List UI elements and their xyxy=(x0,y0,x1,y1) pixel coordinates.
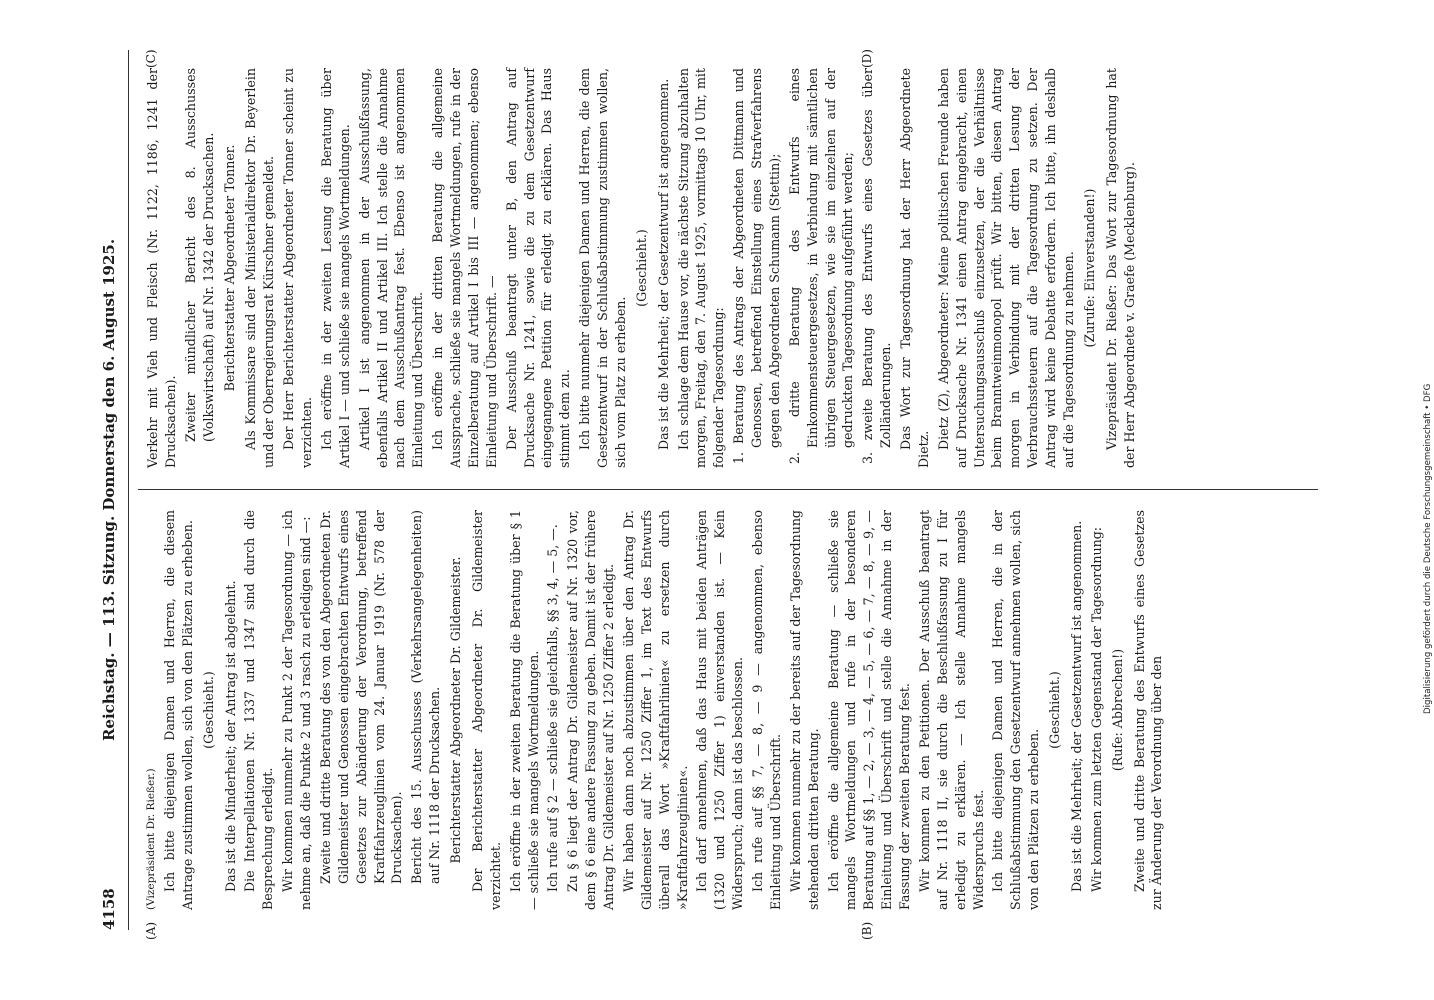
stage-direction: (Zurufe: Einverstanden!) xyxy=(1081,188,1097,348)
speaker-note: (Vizepräsident Dr. Rießer.) xyxy=(145,768,157,910)
paragraph: Das ist die Minderheit; der Antrag ist abgelehnt. xyxy=(222,580,238,892)
digitization-credit xyxy=(1423,14,1433,714)
stage-direction: (Rufe: Abbrechen!) xyxy=(1109,648,1125,772)
paragraph: Das ist die Mehrheit; der Gesetzentwurf ist angenommen. xyxy=(655,78,671,450)
margin-mark-d: (D) xyxy=(860,49,874,68)
left-column xyxy=(144,510,1168,910)
speech: Dietz (Z), Abgeordneter: Meine politischen Freunde haben auf Drucksache Nr. 1341 einen Antrag eingebracht, einen Untersuchungsausschuß einzusetzen, der die Verhältnisse beim Branntweinmonopol prüft. Wir bitten, diesen Antrag morgen in Verbindung mit der dritten Lesung der Verbrauchssteuern auf die Tagesordnung zu setzen. Der Antrag wird keine Debatte erfordern. Ich bitte, ihn deshalb auf die Tagesordnung zu nehmen. xyxy=(935,68,1076,468)
paragraph: Berichterstatter Abgeordneter Dr. Gildemeister. xyxy=(448,556,464,864)
paragraph: Wir haben dann noch abzustimmen über den Antrag Dr. Gildemeister auf Nr. 1250 Ziffer 1, im Text des Entwurfs überall das Wort »Kraftfahrlinien« zu ersetzen durch »Kraftfahrzeuglinien«. xyxy=(620,510,690,910)
paragraph: Vizepräsident Dr. Rießer: Das Wort zur Tagesordnung hat der Herr Abgeordnete v. Graefe (Mecklenburg). xyxy=(1103,68,1137,468)
paragraph: Das Wort zur Tagesordnung hat der Herr Abgeordnete Dietz. xyxy=(898,68,931,468)
paragraph: Ich bitte diejenigen Damen und Herren, die diesem Antrage zustimmen wollen, sich von den Plätzen zu erheben. xyxy=(161,510,195,910)
stage-direction: (Geschieht.) xyxy=(200,671,216,749)
paragraph: Der Ausschuß beantragt unter B, den Antrag auf Drucksache Nr. 1241, sowie die zu dem Gesetzentwurf eingegangene Petition für erledigt zu erklären. Das Haus stimmt dem zu. xyxy=(503,68,573,468)
margin-mark-c: (C) xyxy=(144,49,158,68)
paragraph: Zu § 6 liegt der Antrag Dr. Gildemeister auf Nr. 1320 vor, dem § 6 eine andere Fassung zu geben. Damit ist der frühere Antrag Dr. Gildemeister auf Nr. 1250 Ziffer 2 erledigt. xyxy=(565,510,617,910)
paragraph: Ich bitte diejenigen Damen und Herren, die in der Schlußabstimmung den Gesetzentwurf annehmen wollen, sich von den Plätzen zu erheben. xyxy=(990,510,1042,910)
page-number: 4158 xyxy=(100,888,118,930)
margin-mark-a: (A) xyxy=(144,921,158,940)
paragraph: Der Herr Berichterstatter Abgeordneter Tonner scheint zu verzichten. xyxy=(281,68,314,468)
paragraph: Das ist die Mehrheit; der Gesetzentwurf ist angenommen. xyxy=(1068,520,1084,892)
paragraph: Ich eröffne die allgemeine Beratung — schließe sie mangels Wortmeldungen und rufe in der besonderen Beratung auf §§ 1, — 2, — 3, — 4, — 5, — 6, — 7, — 8, — 9, — Einleitung und Überschrift und stelle die Annahme in der Fassung der zweiten Beratung fest. xyxy=(825,510,913,910)
agenda-list-item: 2. dritte Beratung des Entwurfs eines Einkommensteuergesetzes, in Verbindung mit sämtlichen übrigen Steuergesetzen, wie sie im einzelnen auf der gedruckten Tagesordnung aufgeführt werden; xyxy=(786,68,856,464)
paragraph: Ich eröffne in der dritten Beratung die allgemeine Aussprache, schließe sie mangels Wortmeldungen, rufe in der Einzelberatung auf Artikel I bis III — angenommen; ebenso Einleitung und Überschrift. — xyxy=(430,68,499,468)
stage-direction: (Geschieht.) xyxy=(633,229,649,307)
paragraph: Ich eröffne in der zweiten Beratung die Beratung über § 1 — schließe sie mangels Wortmeldungen. xyxy=(507,510,541,910)
credit-text: Digitalisierung gefördert durch die Deutsche Forschungsgemeinschaft • DFG xyxy=(1423,383,1433,714)
paragraph: Zweiter mündlicher Bericht des 8. Ausschusses (Volkswirtschaft) auf Nr. 1342 der Drucksachen. xyxy=(182,68,216,442)
paragraph: Ich rufe auf § 2 — schließe sie gleichfalls, §§ 3, 4, — 5, —. xyxy=(545,524,561,892)
agenda-item: Zweite und dritte Beratung des von den Abgeordneten Dr. Gildemeister und Genossen eingebrachten Entwurfs eines Gesetzes zur Abänderung der Verordnung, betreffend Kraftfahrzeuglinien vom 24. Januar 1919 (Nr. 578 der Drucksachen). xyxy=(317,510,405,884)
page-header xyxy=(100,50,124,930)
right-column xyxy=(144,68,1140,468)
agenda-list-item: 3. zweite Beratung des Entwurfs eines Gesetzes über Zolländerungen. xyxy=(860,68,894,464)
stage-direction: (Geschieht.) xyxy=(1047,671,1063,749)
running-title: Reichstag. — 113. Sitzung. Donnerstag den 6. August 1925. xyxy=(100,238,118,742)
paragraph: Wir kommen nunmehr zu Punkt 2 der Tagesordnung — ich nehme an, daß die Punkte 2 und 3 rasch zu erledigen sind —: xyxy=(280,510,314,910)
paragraph: Ich darf annehmen, daß das Haus mit beiden Anträgen (1320 und 1250 Ziffer 1) einverstanden ist. — Kein Widerspruch; dann ist das beschlossen. xyxy=(694,510,746,910)
paragraph: Der Berichterstatter Abgeordneter Dr. Gildemeister verzichtet. xyxy=(469,510,503,910)
paragraph: Wir kommen zum letzten Gegenstand der Tagesordnung: xyxy=(1088,526,1104,892)
header-rule xyxy=(128,50,129,930)
paragraph: Ich schlage dem Hause vor, die nächste Sitzung abzuhalten morgen, Freitag, den 7. August 1925, vormittags 10 Uhr, mit folgender Tagesordnung: xyxy=(675,68,727,468)
paragraph: Artikel I ist angenommen in der Ausschußfassung, ebenfalls Artikel II und Artikel III. Ich stelle die Annahme nach dem Ausschußantrag fest. Ebenso ist angenommen Einleitung und Überschrift. xyxy=(356,68,426,468)
column-divider xyxy=(138,489,1318,490)
paragraph: Ich bitte nunmehr diejenigen Damen und Herren, die dem Gesetzentwurf in der Schlußabstimmung zustimmen wollen, sich vom Platz zu erheben. xyxy=(577,68,628,468)
agenda-list-item: 1. Beratung des Antrags der Abgeordneten Dittmann und Genossen, betreffend Einstellung eines Strafverfahrens gegen den Abgeordneten Schumann (Stettin); xyxy=(731,68,782,464)
paragraph: Wir kommen zu den Petitionen. Der Ausschuß beantragt auf Nr. 1118 II, sie durch die Beschlußfassung zu I für erledigt zu erklären. — Ich stelle Annahme mangels Widerspruchs fest. xyxy=(916,510,986,910)
paragraph: Berichterstatter Abgeordneter Tonner. xyxy=(221,144,237,392)
paragraph: Ich rufe auf §§ 7, — 8, — 9 — angenommen, ebenso Einleitung und Überschrift. xyxy=(750,510,783,910)
paragraph: Ich eröffne in der zweiten Lesung die Beratung über Artikel I — und schließe sie mangels Wortmeldungen. xyxy=(318,68,352,468)
paragraph: Wir kommen nunmehr zu der bereits auf der Tagesordnung stehenden dritten Beratung. xyxy=(787,510,821,910)
paragraph: Als Kommissare sind der Ministerialdirektor Dr. Beyerlein und der Oberregierungsrat Kürschner gemeldet. xyxy=(243,68,277,468)
agenda-item-continued: Verkehr mit Vieh und Fleisch (Nr. 1122, 1186, 1241 der Drucksachen). xyxy=(145,68,178,468)
agenda-item: Zweite und dritte Beratung des Entwurfs eines Gesetzes zur Änderung der Verordnung über den xyxy=(1131,510,1165,910)
margin-mark-b: (B) xyxy=(860,921,874,940)
paragraph: Die Interpellationen Nr. 1337 und 1347 sind durch die Besprechung erledigt. xyxy=(242,510,276,910)
rotated-page-content xyxy=(100,49,1400,940)
paragraph: Bericht des 15. Ausschusses (Verkehrsangelegenheiten) auf Nr. 1118 der Drucksachen. xyxy=(409,510,443,884)
